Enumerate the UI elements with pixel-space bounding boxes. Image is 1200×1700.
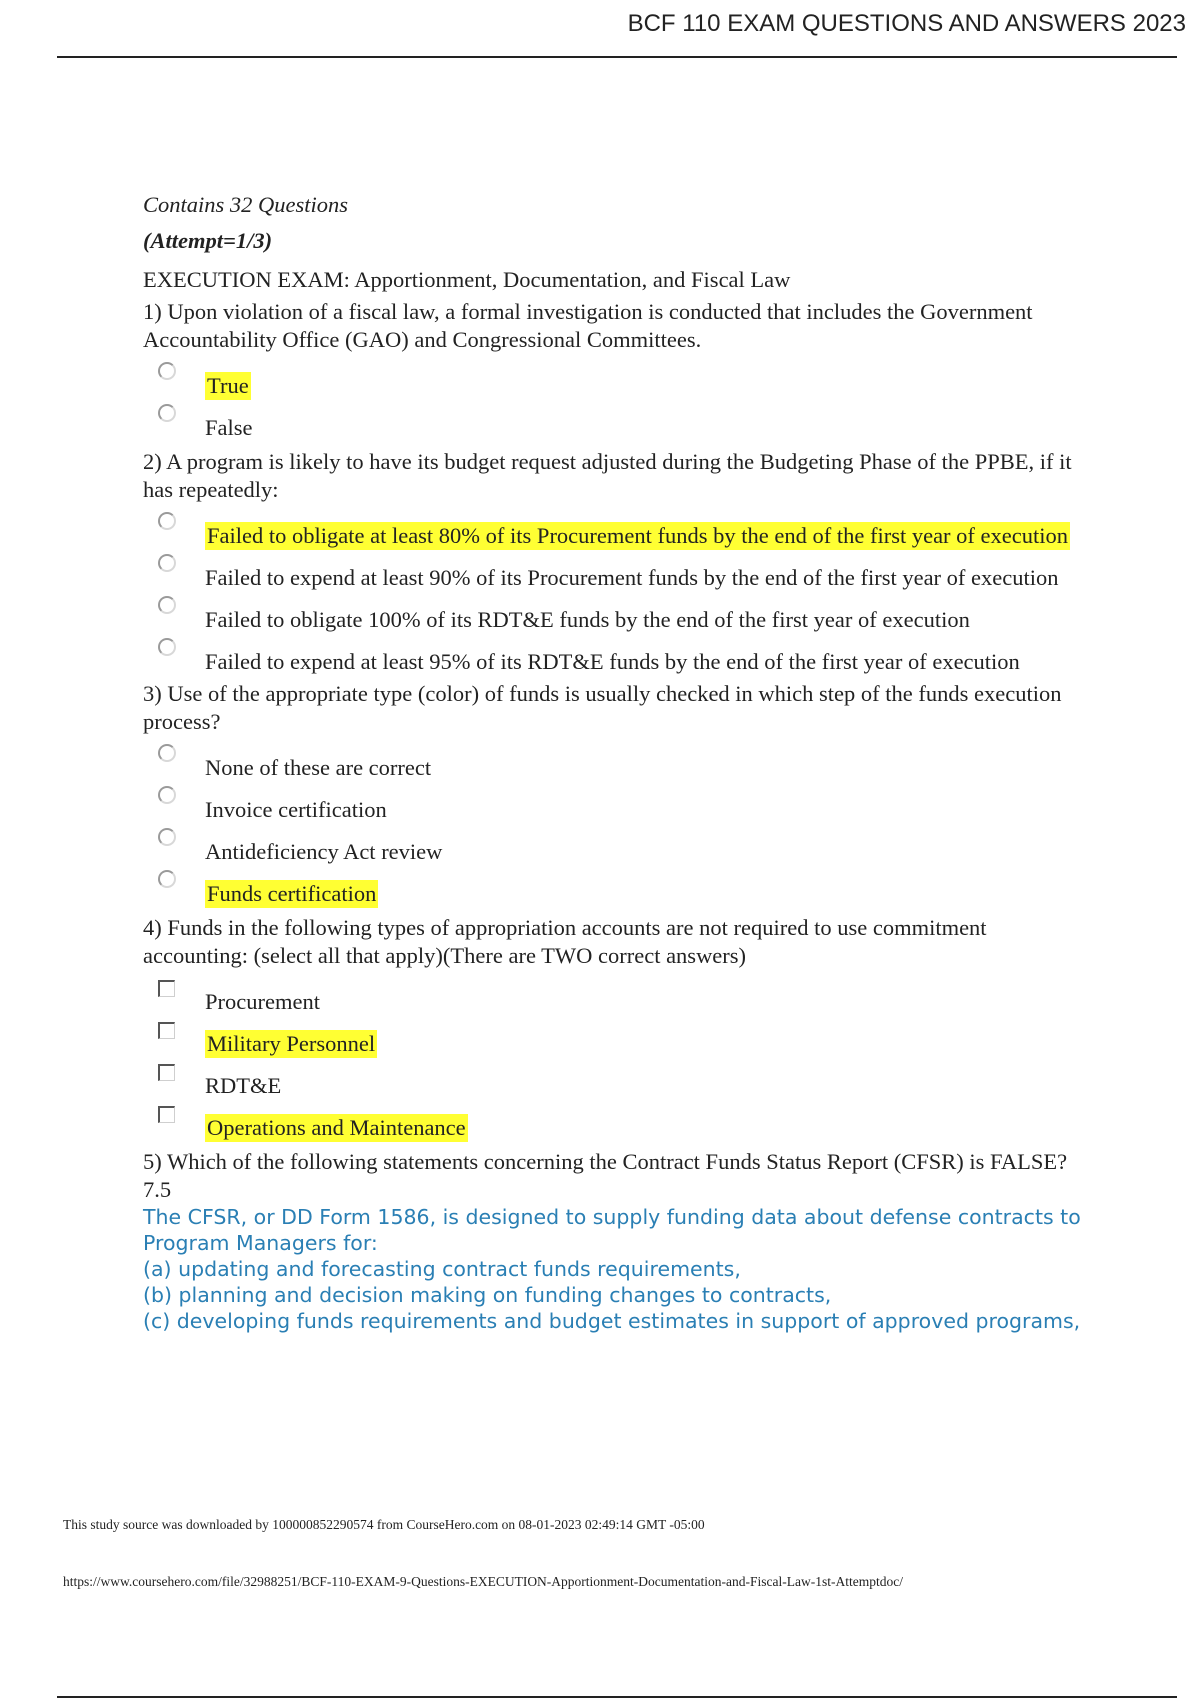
- exam-title: EXECUTION EXAM: Apportionment, Documentation, and Fiscal Law: [143, 267, 791, 292]
- exam-content: [143, 190, 1088, 1334]
- checkbox-icon[interactable]: [158, 1106, 175, 1123]
- answer-option-label: Military Personnel: [207, 1031, 376, 1056]
- answer-option[interactable]: [143, 1068, 1088, 1100]
- checkbox-icon[interactable]: [158, 1064, 175, 1081]
- question-4: [143, 914, 1088, 1142]
- answer-option[interactable]: [143, 602, 1088, 634]
- answer-option-label: Failed to obligate at least 80% of its Procurement funds by the end of the first year of execution: [207, 523, 1069, 548]
- answer-option[interactable]: [143, 750, 1088, 782]
- answer-option-label: Failed to expend at least 90% of its Procurement funds by the end of the first year of execution: [205, 565, 1059, 590]
- answer-option[interactable]: [143, 368, 1088, 400]
- checkbox-icon[interactable]: [158, 1022, 175, 1039]
- question-1: [143, 298, 1088, 442]
- radio-button-icon[interactable]: [158, 596, 176, 614]
- question-3: [143, 680, 1088, 908]
- answer-option-label: Procurement: [205, 989, 320, 1014]
- question-stem: 1) Upon violation of a fiscal law, a formal investigation is conducted that includes the Government Accountability Office (GAO) and Congressional Committees.: [143, 299, 1033, 352]
- attempt-indicator: (Attempt=1/3): [143, 228, 273, 253]
- question-stem: 4) Funds in the following types of appropriation accounts are not required to use commitment accounting: (select all that apply)(There are TWO correct answers): [143, 915, 987, 968]
- answer-option[interactable]: [143, 876, 1088, 908]
- answer-option-label: None of these are correct: [205, 755, 432, 780]
- footer-divider: [57, 1696, 1177, 1698]
- answer-option[interactable]: [143, 644, 1088, 676]
- question-5: [143, 1148, 1088, 1334]
- answer-explanation: [143, 1204, 1088, 1334]
- answer-option[interactable]: [143, 1026, 1088, 1058]
- radio-button-icon[interactable]: [158, 404, 176, 422]
- question-stem: 2) A program is likely to have its budget request adjusted during the Budgeting Phase of the PPBE, if it has repeatedly:: [143, 449, 1072, 502]
- question-stem: 3) Use of the appropriate type (color) of funds is usually checked in which step of the funds execution process?: [143, 681, 1062, 734]
- answer-option-label: False: [205, 415, 253, 440]
- radio-button-icon[interactable]: [158, 362, 176, 380]
- answer-option-label: Funds certification: [207, 881, 377, 906]
- radio-button-icon[interactable]: [158, 512, 176, 530]
- question-count: Contains 32 Questions: [143, 192, 349, 217]
- answer-option-label: Invoice certification: [205, 797, 387, 822]
- question-stem: 5) Which of the following statements concerning the Contract Funds Status Report (CFSR) is FALSE? 7.5: [143, 1149, 1068, 1202]
- question-2: [143, 448, 1088, 676]
- answer-option-label: Operations and Maintenance: [207, 1115, 466, 1140]
- answer-option[interactable]: [143, 792, 1088, 824]
- header-divider: [57, 56, 1177, 58]
- answer-option[interactable]: [143, 834, 1088, 866]
- explanation-line: (a) updating and forecasting contract funds requirements,: [143, 1257, 741, 1281]
- answer-option-label: Failed to expend at least 95% of its RDT&E funds by the end of the first year of execution: [205, 649, 1020, 674]
- answer-option[interactable]: [143, 560, 1088, 592]
- answer-option[interactable]: [143, 410, 1088, 442]
- page-header-title: BCF 110 EXAM QUESTIONS AND ANSWERS 2023: [627, 10, 1186, 37]
- answer-option-label: Failed to obligate 100% of its RDT&E funds by the end of the first year of execution: [205, 607, 970, 632]
- checkbox-icon[interactable]: [158, 980, 175, 997]
- explanation-line: (b) planning and decision making on funding changes to contracts,: [143, 1283, 832, 1307]
- answer-option-label: Antideficiency Act review: [205, 839, 443, 864]
- radio-button-icon[interactable]: [158, 870, 176, 888]
- radio-button-icon[interactable]: [158, 828, 176, 846]
- study-source-notice: This study source was downloaded by 100000852290574 from CourseHero.com on 08-01-2023 02:49:14 GMT -05:00: [63, 1517, 705, 1532]
- source-url[interactable]: https://www.coursehero.com/file/32988251/BCF-110-EXAM-9-Questions-EXECUTION-Apportionment-Documentation-and-Fiscal-Law-1st-Attemptdoc/: [63, 1574, 903, 1589]
- explanation-line: (c) developing funds requirements and budget estimates in support of approved programs,: [143, 1309, 1081, 1333]
- answer-option[interactable]: [143, 1110, 1088, 1142]
- answer-option[interactable]: [143, 518, 1088, 550]
- explanation-line: The CFSR, or DD Form 1586, is designed to supply funding data about defense contracts to Program Managers for:: [143, 1205, 1081, 1255]
- answer-option-label: True: [207, 373, 249, 398]
- radio-button-icon[interactable]: [158, 786, 176, 804]
- radio-button-icon[interactable]: [158, 638, 176, 656]
- answer-option[interactable]: [143, 984, 1088, 1016]
- radio-button-icon[interactable]: [158, 744, 176, 762]
- answer-option-label: RDT&E: [205, 1073, 282, 1098]
- radio-button-icon[interactable]: [158, 554, 176, 572]
